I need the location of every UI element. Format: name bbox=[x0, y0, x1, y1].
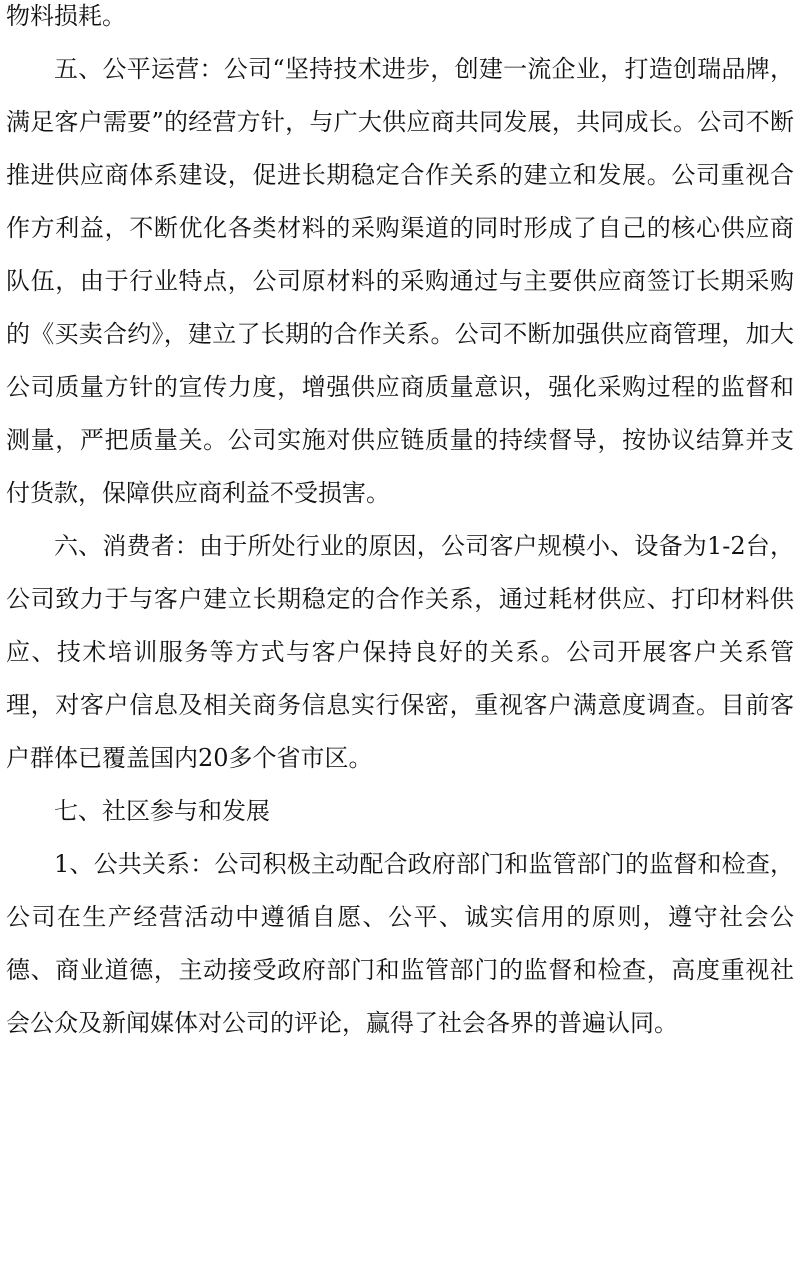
paragraph-continuation: 物料损耗。 bbox=[6, 2, 126, 30]
paragraph-fair-operation: 五、公平运营：公司“坚持技术进步，创建一流企业，打造创瑞品牌，满足客户需要”的经营方针，与广大供应商共同发展，共同成长。公司不断推进供应商体系建设，促进长期稳定合作关系的建立和发展。公司重视合作方利益，不断优化各类材料的采购渠道的同时形成了自己的核心供应商队伍，由于行业特点，公司原材料的采购通过与主要供应商签订长期采购的《买卖合约》，建立了长期的合作关系。公司不断加强供应商管理，加大公司质量方针的宣传力度，增强供应商质量意识，强化采购过程的监督和测量，严把质量关。公司实施对供应链质量的持续督导，按协议结算并支付货款，保障供应商利益不受损害。 bbox=[6, 55, 794, 507]
paragraph-consumers: 六、消费者：由于所处行业的原因，公司客户规模小、设备为1-2台，公司致力于与客户建立长期稳定的合作关系，通过耗材供应、打印材料供应、技术培训服务等方式与客户保持良好的关系。公司开展客户关系管理，对客户信息及相关商务信息实行保密，重视客户满意度调查。目前客户群体已覆盖国内20多个省市区。 bbox=[6, 532, 794, 772]
section-heading-community: 七、社区参与和发展 bbox=[54, 797, 270, 825]
paragraph-public-relations: 1、公共关系：公司积极主动配合政府部门和监管部门的监督和检查，公司在生产经营活动中遵循自愿、公平、诚实信用的原则，遵守社会公德、商业道德，主动接受政府部门和监管部门的监督和检查，高度重视社会公众及新闻媒体对公司的评论，赢得了社会各界的普遍认同。 bbox=[6, 850, 794, 1037]
